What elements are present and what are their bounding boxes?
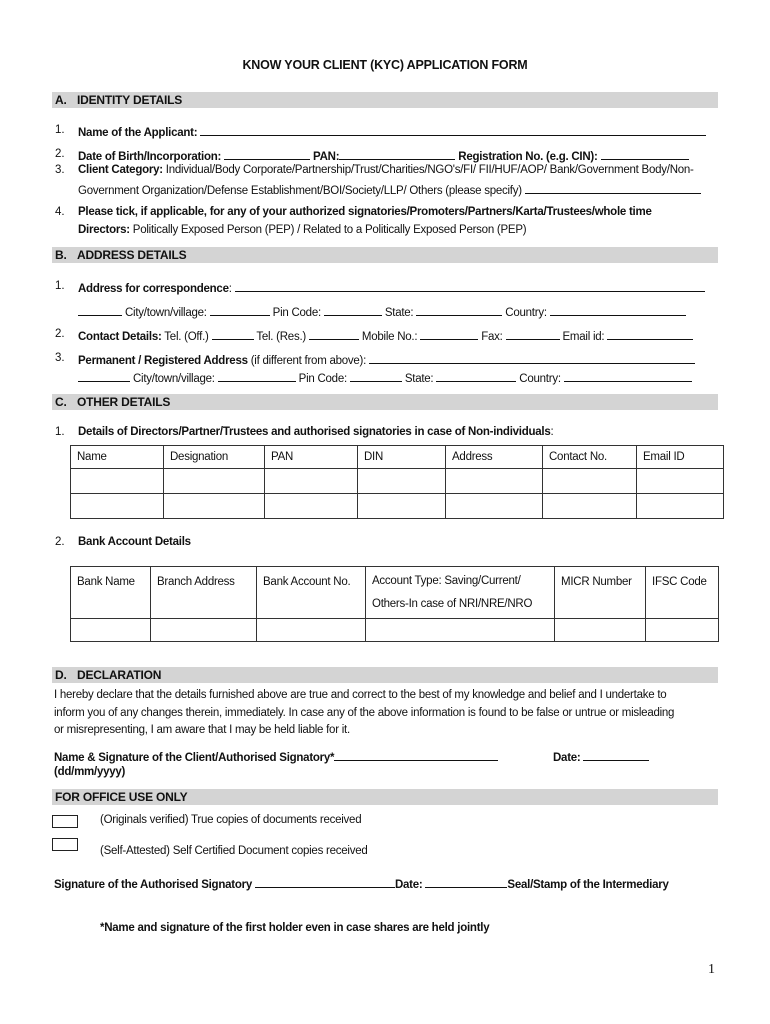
table-cell[interactable] <box>265 494 358 519</box>
client-category-row-2 <box>78 182 701 197</box>
account-type-line-2: Others-In case of NRI/NRE/NRO <box>372 598 533 610</box>
correspondence-address-field-2[interactable] <box>78 304 122 316</box>
tel-residence-label: Tel. (Res.) <box>256 331 306 343</box>
bank-heading: Bank Account Details <box>78 536 191 548</box>
office-date-field[interactable] <box>425 876 507 888</box>
section-d-header <box>52 667 718 683</box>
table-cell[interactable] <box>543 494 637 519</box>
column-header-account-type <box>366 567 555 619</box>
item-number: 3. <box>55 164 65 176</box>
pin-label: Pin Code: <box>272 307 321 319</box>
table-cell[interactable] <box>543 469 637 494</box>
registration-label: Registration No. (e.g. CIN): <box>458 151 598 163</box>
authorised-signature-field[interactable] <box>255 876 395 888</box>
section-a-letter: A. <box>55 93 67 107</box>
table-row <box>71 469 724 494</box>
declaration-date-row <box>553 749 649 764</box>
column-header-pan: PAN <box>265 446 358 469</box>
column-header-micr: MICR Number <box>555 567 646 619</box>
pan-field[interactable] <box>339 148 455 160</box>
directors-label: Directors: <box>78 224 130 236</box>
table-row <box>71 619 719 642</box>
client-category-options-2: Government Organization/Defense Establishment/BOI/Society/LLP/ Others (please specify) <box>78 185 522 197</box>
table-cell[interactable] <box>71 469 164 494</box>
self-attested-label: (Self-Attested) Self Certified Document copies received <box>100 845 368 857</box>
authorised-signature-label: Signature of the Authorised Signatory <box>54 879 252 891</box>
section-b-letter: B. <box>55 248 67 262</box>
account-type-line-1: Account Type: Saving/Current/ <box>372 575 521 587</box>
self-attested-checkbox[interactable] <box>52 838 78 851</box>
page-number: 1 <box>708 962 715 977</box>
permanent-address-label: Permanent / Registered Address <box>78 355 248 367</box>
tel-residence-field[interactable] <box>309 328 359 340</box>
country-label: Country: <box>505 307 547 319</box>
directors-heading: Details of Directors/Partner/Trustees and authorised signatories in case of Non-individuals <box>78 426 551 438</box>
client-category-row <box>78 164 694 176</box>
table-cell[interactable] <box>555 619 646 642</box>
table-cell[interactable] <box>646 619 719 642</box>
table-cell[interactable] <box>446 469 543 494</box>
column-header-account-no: Bank Account No. <box>257 567 366 619</box>
dob-label: Date of Birth/Incorporation: <box>78 151 222 163</box>
table-cell[interactable] <box>637 469 724 494</box>
section-d-letter: D. <box>55 668 67 682</box>
city2-label: City/town/village: <box>132 373 215 385</box>
item-number: 1. <box>55 426 65 438</box>
directors-heading-row <box>78 426 553 438</box>
permanent-address-field-2[interactable] <box>78 370 130 382</box>
table-cell[interactable] <box>257 619 366 642</box>
date-format: (dd/mm/yyyy) <box>54 766 126 778</box>
registration-field[interactable] <box>601 148 689 160</box>
correspondence-address-field[interactable] <box>235 280 705 292</box>
dob-field[interactable] <box>224 148 310 160</box>
state2-field[interactable] <box>436 370 516 382</box>
country2-field[interactable] <box>564 370 692 382</box>
fax-label: Fax: <box>481 331 503 343</box>
city2-field[interactable] <box>218 370 296 382</box>
table-cell[interactable] <box>164 469 265 494</box>
table-row <box>71 494 724 519</box>
applicant-name-label: Name of the Applicant: <box>78 127 198 139</box>
table-cell[interactable] <box>366 619 555 642</box>
tel-office-label: Tel. (Off.) <box>164 331 209 343</box>
column-header-ifsc: IFSC Code <box>646 567 719 619</box>
fax-field[interactable] <box>506 328 560 340</box>
bank-table <box>70 566 719 642</box>
office-use-header <box>52 789 718 805</box>
table-header-row <box>71 446 724 469</box>
client-category-label: Client Category: <box>78 164 163 176</box>
section-c-header <box>52 394 718 410</box>
table-cell[interactable] <box>164 494 265 519</box>
directors-table <box>70 445 724 519</box>
client-category-options: Individual/Body Corporate/Partnership/Trust/Charities/NGO's/FI/ FII/HUF/AOP/ Bank/Government Body/Non- <box>165 164 694 176</box>
tel-office-field[interactable] <box>212 328 254 340</box>
office-date-label: Date: <box>394 879 423 891</box>
column-header-name: Name <box>71 446 164 469</box>
item-number: 3. <box>55 352 65 364</box>
other-category-field[interactable] <box>525 182 701 194</box>
contact-details-label: Contact Details: <box>78 331 162 343</box>
column-header-bank-name: Bank Name <box>71 567 151 619</box>
section-b-title: ADDRESS DETAILS <box>77 248 187 262</box>
seal-label: Seal/Stamp of the Intermediary <box>507 879 669 891</box>
applicant-name-field[interactable] <box>200 124 706 136</box>
colon: : <box>550 426 554 438</box>
column-header-contact: Contact No. <box>543 446 637 469</box>
item-number: 1. <box>55 124 65 136</box>
table-cell[interactable] <box>265 469 358 494</box>
pep-options[interactable]: Politically Exposed Person (PEP) / Related to a Politically Exposed Person (PEP) <box>132 224 527 236</box>
section-c-title: OTHER DETAILS <box>77 395 171 409</box>
client-signature-row <box>54 749 498 764</box>
section-a-header <box>52 92 718 108</box>
mobile-field[interactable] <box>420 328 478 340</box>
section-a-title: IDENTITY DETAILS <box>77 93 183 107</box>
permanent-address-field[interactable] <box>369 352 695 364</box>
city-label: City/town/village: <box>124 307 207 319</box>
table-header-row <box>71 567 719 619</box>
declaration-date-field[interactable] <box>583 749 649 761</box>
authorised-signatory-row <box>54 876 669 891</box>
table-cell[interactable] <box>358 494 446 519</box>
email-label: Email id: <box>562 331 605 343</box>
declaration-line-2: inform you of any changes therein, immediately. In case any of the above information is found to be false or untrue or misleading <box>54 707 675 719</box>
item-number: 2. <box>55 536 65 548</box>
pep-question: Please tick, if applicable, for any of your authorized signatories/Promoters/Partners/Karta/Trustees/whole time <box>78 206 652 218</box>
email-field[interactable] <box>607 328 693 340</box>
table-cell[interactable] <box>71 494 164 519</box>
table-cell[interactable] <box>71 619 151 642</box>
section-d-title: DECLARATION <box>77 668 162 682</box>
pin-field[interactable] <box>324 304 382 316</box>
pan-label: PAN: <box>313 151 340 163</box>
contact-details-row <box>78 328 693 343</box>
item-number: 1. <box>55 280 65 292</box>
table-cell[interactable] <box>637 494 724 519</box>
item-number: 2. <box>55 328 65 340</box>
pin2-label: Pin Code: <box>298 373 347 385</box>
originals-verified-label: (Originals verified) True copies of documents received <box>100 814 362 826</box>
state-field[interactable] <box>416 304 502 316</box>
permanent-address-note: (if different from above): <box>250 355 367 367</box>
office-use-title: FOR OFFICE USE ONLY <box>55 790 188 804</box>
colon: : <box>228 283 232 295</box>
originals-verified-checkbox[interactable] <box>52 815 78 828</box>
permanent-city-row <box>78 370 692 385</box>
correspondence-city-row <box>78 304 686 319</box>
column-header-email: Email ID <box>637 446 724 469</box>
correspondence-address-label: Address for correspondence <box>78 283 229 295</box>
applicant-name-row <box>78 124 706 139</box>
mobile-label: Mobile No.: <box>361 331 418 343</box>
declaration-date-label: Date: <box>553 752 581 764</box>
section-c-letter: C. <box>55 395 67 409</box>
column-header-designation: Designation <box>164 446 265 469</box>
column-header-din: DIN <box>358 446 446 469</box>
correspondence-address-row <box>78 280 705 295</box>
column-header-branch-address: Branch Address <box>151 567 257 619</box>
page-title: KNOW YOUR CLIENT (KYC) APPLICATION FORM <box>242 58 528 72</box>
client-signature-label: Name & Signature of the Client/Authorised Signatory* <box>54 752 335 764</box>
table-cell[interactable] <box>446 494 543 519</box>
item-number: 2. <box>55 148 65 160</box>
state-label: State: <box>384 307 414 319</box>
pin2-field[interactable] <box>350 370 402 382</box>
country-field[interactable] <box>550 304 686 316</box>
permanent-address-row <box>78 352 695 367</box>
state2-label: State: <box>404 373 434 385</box>
table-cell[interactable] <box>358 469 446 494</box>
item-number: 4. <box>55 206 65 218</box>
dob-pan-row <box>78 148 689 163</box>
pep-options-row <box>78 224 526 236</box>
client-signature-field[interactable] <box>334 749 498 761</box>
city-field[interactable] <box>210 304 270 316</box>
footnote: *Name and signature of the first holder even in case shares are held jointly <box>100 922 490 934</box>
declaration-line-3: or misrepresenting, I am aware that I may be held liable for it. <box>54 724 350 736</box>
table-cell[interactable] <box>151 619 257 642</box>
declaration-line-1: I hereby declare that the details furnished above are true and correct to the best of my knowledge and belief and I undertake to <box>54 689 667 701</box>
country2-label: Country: <box>519 373 561 385</box>
section-b-header <box>52 247 718 263</box>
column-header-address: Address <box>446 446 543 469</box>
